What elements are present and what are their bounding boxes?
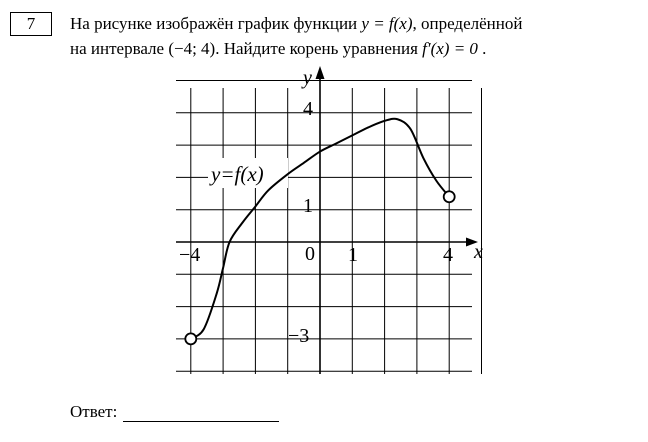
tick-label-x-minus4: −4 [179,244,201,266]
axes [176,66,478,374]
answer-row [70,402,279,422]
function-label: y=f(x) [211,162,264,186]
tick-label-x-0: 0 [305,243,315,265]
x-axis-label: x [474,241,483,263]
tick-label-y-1: 1 [303,195,313,217]
function-notation: y = f(x) [361,14,413,33]
y-axis-arrow [316,66,325,79]
tick-label-x-1: 1 [348,244,358,266]
equation: f′(x) = 0 [422,39,478,58]
problem-line-2: на интервале (−4; 4). Найдите корень уравнения f′(x) = 0 . [70,39,487,58]
open-endpoint-left [185,333,196,344]
tick-label-y-4: 4 [303,98,313,120]
grid [176,81,482,375]
tick-label-y-minus3: −3 [288,325,310,347]
problem-line-1: На рисунке изображён график функции y = f(x), определённой [70,14,523,33]
y-axis-label: y [303,67,312,89]
task-number: 7 [26,14,36,33]
open-endpoint-right [444,191,455,202]
answer-label: Ответ: [70,402,118,421]
tick-label-x-4: 4 [443,244,453,266]
answer-input-line[interactable] [123,403,279,422]
